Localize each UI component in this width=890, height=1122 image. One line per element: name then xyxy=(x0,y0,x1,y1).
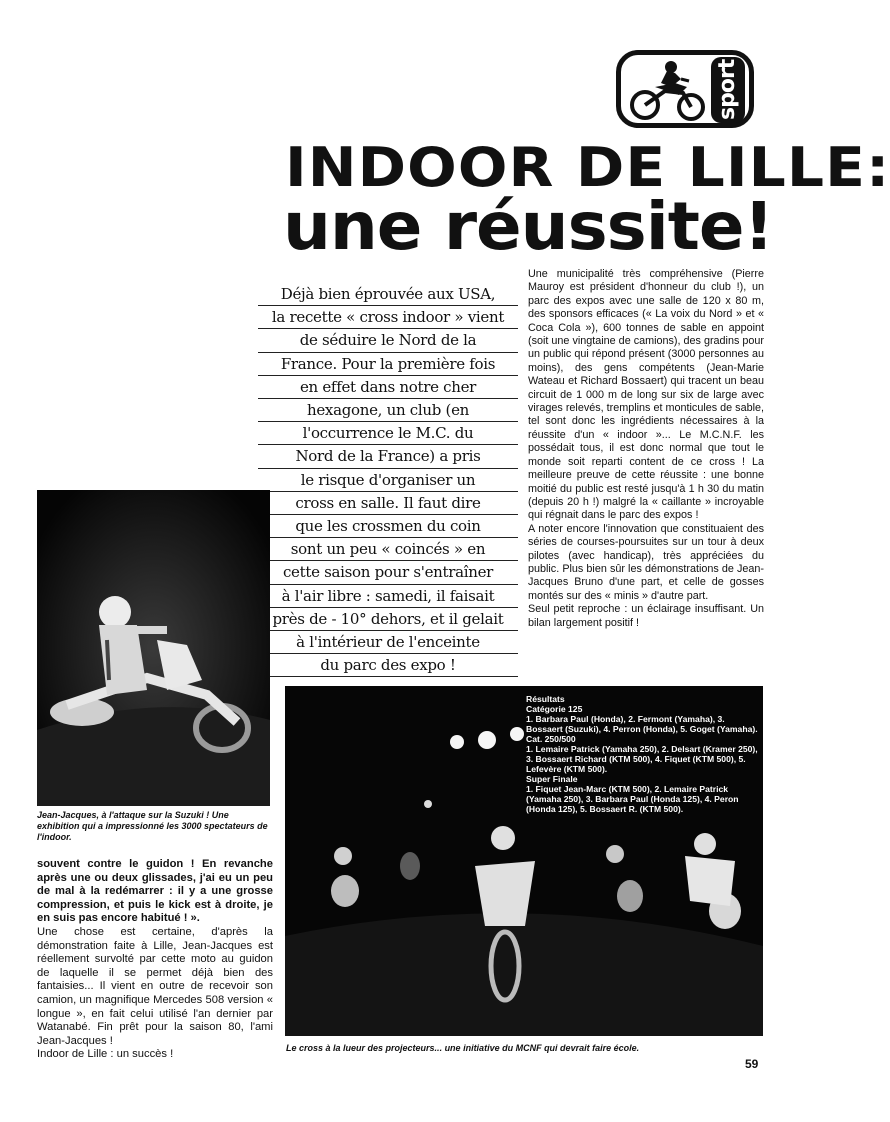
paragraph: Seul petit reproche : un éclairage insuffisant. Un bilan largement positif ! xyxy=(528,603,764,629)
lead-line: l'occurrence le M.C. du xyxy=(258,422,518,445)
paragraph: Une chose est certaine, d'après la démonstration faite à Lille, Jean-Jacques est réellement survolté par cette moto au guidon de laquelle il se permet déjà bien des fantaisies... Il vient en outre de recevoir son camion, un magnifique Mercedes 508 version « longue », en fait celui utilisé l'an dernier par Watanabé. Fin prêt pour la saison 80, l'ami Jean-Jacques ! xyxy=(37,925,273,1047)
photo-caption: Le cross à la lueur des projecteurs... une initiative du MCNF qui devrait faire école. xyxy=(286,1043,640,1053)
lead-line: sont un peu « coincés » en xyxy=(258,538,518,561)
photo-caption: Jean-Jacques, à l'attaque sur la Suzuki ! Une exhibition qui a impressionné les 3000 spectateurs de l'indoor. xyxy=(37,810,268,842)
quote-paragraph: souvent contre le guidon ! En revanche après une ou deux glissades, j'ai eu un peu de mal à la redémarrer : il y a une grosse compression, et puis le kick est à droite, je en suis pas encore habitué ! ». xyxy=(37,858,273,925)
results-heading: Résultats xyxy=(526,694,565,704)
article-column-right xyxy=(528,268,764,630)
lead-line: le risque d'organiser un xyxy=(258,469,518,492)
lead-line: en effet dans notre cher xyxy=(258,376,518,399)
lead-line: Nord de la France) a pris xyxy=(258,445,518,468)
motocross-rider-icon xyxy=(625,57,715,125)
headline-line-2: une réussite! xyxy=(283,188,774,265)
lead-line: du parc des expo ! xyxy=(258,654,518,677)
paragraph: Une municipalité très compréhensive (Pierre Mauroy est président d'honneur du club !), un parc des expos avec une salle de 120 x 80 m, des sponsors efficaces (« La voix du Nord » et « Coca Cola »), 600 tonnes de sable en appoint (soit une vingtaine de camions), des gradins pour un public qui répond présent (3000 personnes au moins), des gens compétents (Jean-Marie Wateau et Richard Bossaert) qui tracent un beau circuit de 1 000 m de long sur six de large avec virages relevés, tremplins et monticules de sable, tel sont donc les ingrédients nécessaires à la réussite d'un « indoor »... Le M.C.N.F. les possédait tous, il est donc normal que tout le monde soit reparti content de ce cross ! La meilleure preuve de cette réussite : une bonne moitié du public est resté jusqu'à 1 h 30 du matin (depuis 20 h !) malgré la « caillante » incroyable qui régnait dans le parc des expos ! xyxy=(528,268,764,522)
logo-word: sport xyxy=(711,57,745,123)
rider-photo-illustration xyxy=(37,490,270,806)
lead-line: Déjà bien éprouvée aux USA, xyxy=(258,283,518,306)
paragraph: Indoor de Lille : un succès ! xyxy=(37,1048,174,1061)
lead-line: près de - 10° dehors, et il gelait xyxy=(258,608,518,631)
results-category-title: Catégorie 125 xyxy=(526,704,583,714)
lead-line: hexagone, un club (en xyxy=(258,399,518,422)
article-column-left xyxy=(37,858,273,1062)
rider-photo xyxy=(37,490,270,806)
results-category-text: 1. Lemaire Patrick (Yamaha 250), 2. Delsart (Kramer 250), 3. Bossaert Richard (KTM 500), 4. Fiquet (KTM 500), 5. Lefevère (KTM 500). xyxy=(526,744,758,774)
lead-line: France. Pour la première fois xyxy=(258,353,518,376)
lead-line: cross en salle. Il faut dire xyxy=(258,492,518,515)
sport-logo xyxy=(616,50,754,128)
lead-line: de séduire le Nord de la xyxy=(258,329,518,352)
lead-line: cette saison pour s'entraîner xyxy=(258,561,518,584)
results-category-text: 1. Fiquet Jean-Marc (KTM 500), 2. Lemaire Patrick (Yamaha 250), 3. Barbara Paul (Honda 125), 4. Peron (Honda 125), 5. Bossaert R. (KTM 500). xyxy=(526,784,739,814)
results-category-title: Cat. 250/500 xyxy=(526,734,576,744)
lead-line: que les crossmen du coin xyxy=(258,515,518,538)
lead-line: la recette « cross indoor » vient xyxy=(258,306,518,329)
page-number: 59 xyxy=(745,1057,759,1071)
results-category-title: Super Finale xyxy=(526,774,578,784)
lead-line: à l'air libre : samedi, il faisait xyxy=(258,585,518,608)
headline-line-1: INDOOR DE LILLE: xyxy=(285,136,890,199)
paragraph: A noter encore l'innovation que constituaient des séries de courses-poursuites sur un tour à deux pilotes (avec handicap), très appréciées du public. Plus bien sûr les démonstrations de Jean-Jacques Bruno d'une part, et celle de gosses montés sur des « minis » d'autre part. xyxy=(528,522,764,602)
lead-paragraph xyxy=(258,283,518,677)
results-box xyxy=(526,694,762,814)
lead-line: à l'intérieur de l'enceinte xyxy=(258,631,518,654)
results-category-text: 1. Barbara Paul (Honda), 2. Fermont (Yamaha), 3. Bossaert (Suzuki), 4. Perron (Honda), 5. Goget (Yamaha). xyxy=(526,714,758,734)
